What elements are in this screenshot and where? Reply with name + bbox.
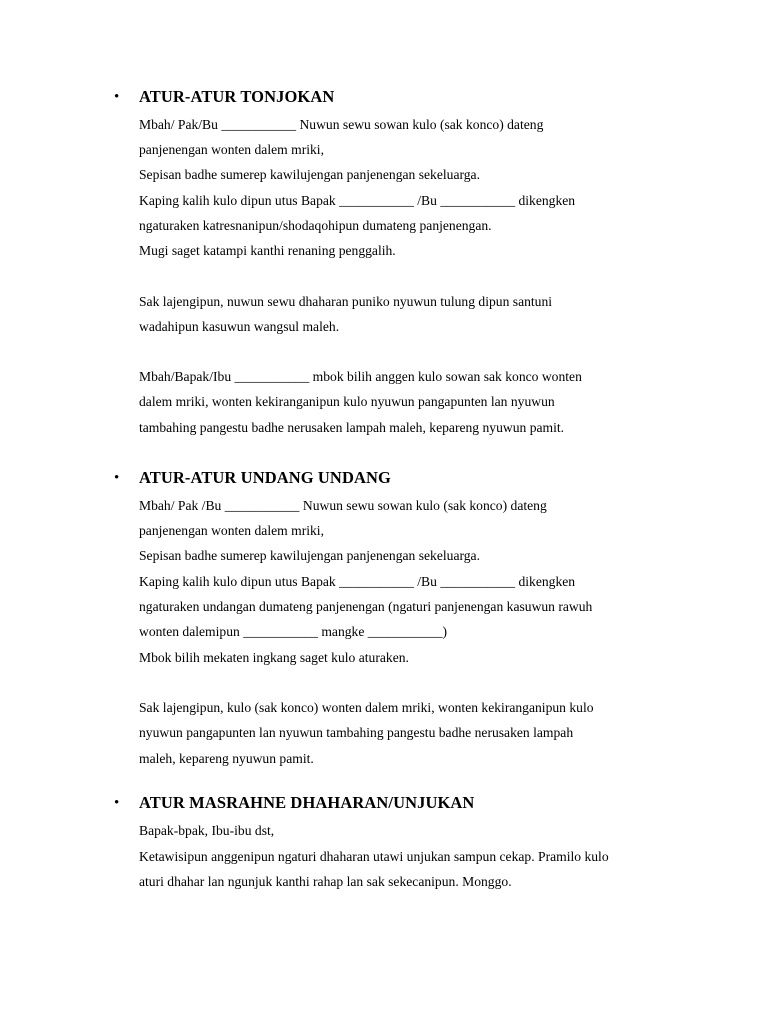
paragraph-line: Sak lajengipun, kulo (sak konco) wonten dalem mriki, wonten kekiranganipun kulo xyxy=(139,700,594,715)
bullet-icon: • xyxy=(114,89,120,105)
paragraph-line: wadahipun kasuwun wangsul maleh. xyxy=(139,319,340,334)
paragraph-line: panjenengan wonten dalem mriki, xyxy=(139,142,324,157)
paragraph-line: Mbah/Bapak/Ibu ___________ mbok bilih anggen kulo sowan sak konco wonten xyxy=(139,369,582,384)
paragraph-line: Mbah/ Pak /Bu ___________ Nuwun sewu sowan kulo (sak konco) dateng xyxy=(139,498,547,513)
section-heading: ATUR-ATUR TONJOKAN xyxy=(139,87,335,106)
bullet-icon: • xyxy=(114,795,120,811)
paragraph-line: dalem mriki, wonten kekiranganipun kulo nyuwun pangapunten lan nyuwun xyxy=(139,394,555,409)
paragraph-line: Mbah/ Pak/Bu ___________ Nuwun sewu sowan kulo (sak konco) dateng xyxy=(139,117,544,132)
section-heading: ATUR-ATUR UNDANG UNDANG xyxy=(139,468,391,487)
paragraph-line: Sepisan badhe sumerep kawilujengan panjenengan sekeluarga. xyxy=(139,167,480,182)
section-heading-row xyxy=(0,792,768,814)
section-atur-masrahne-dhaharan-unjukan xyxy=(0,792,768,889)
paragraph-line: Mbok bilih mekaten ingkang saget kulo aturaken. xyxy=(139,650,409,665)
bullet-icon: • xyxy=(114,470,120,486)
paragraph-line: nyuwun pangapunten lan nyuwun tambahing pangestu badhe nerusaken lampah xyxy=(139,725,574,740)
paragraph-line: wonten dalemipun ___________ mangke ___________) xyxy=(139,624,448,639)
paragraph-line: ngaturaken katresnanipun/shodaqohipun dumateng panjenengan. xyxy=(139,218,492,233)
paragraph-line: Sak lajengipun, nuwun sewu dhaharan puniko nyuwun tulung dipun santuni xyxy=(139,294,553,309)
paragraph-line: panjenengan wonten dalem mriki, xyxy=(139,523,324,538)
paragraph-line: maleh, kepareng nyuwun pamit. xyxy=(139,751,314,766)
section-atur-atur-tonjokan xyxy=(0,86,768,435)
paragraph-line: Bapak-bpak, Ibu-ibu dst, xyxy=(139,823,275,838)
paragraph-line: Kaping kalih kulo dipun utus Bapak ___________ /Bu ___________ dikengken xyxy=(139,193,576,208)
paragraph-line: Sepisan badhe sumerep kawilujengan panjenengan sekeluarga. xyxy=(139,548,480,563)
section-atur-atur-undang-undang xyxy=(0,467,768,766)
paragraph-line: tambahing pangestu badhe nerusaken lampah maleh, kepareng nyuwun pamit. xyxy=(139,420,565,435)
paragraph-line: Kaping kalih kulo dipun utus Bapak ___________ /Bu ___________ dikengken xyxy=(139,574,576,589)
paragraph-line: Mugi saget katampi kanthi renaning penggalih. xyxy=(139,243,396,258)
paragraph-line: Ketawisipun anggenipun ngaturi dhaharan utawi unjukan sampun cekap. Pramilo kulo xyxy=(139,849,609,864)
section-heading: ATUR MASRAHNE DHAHARAN/UNJUKAN xyxy=(139,793,475,812)
section-heading-row xyxy=(0,467,768,489)
paragraph-line: aturi dhahar lan ngunjuk kanthi rahap lan sak sekecanipun. Monggo. xyxy=(139,874,512,889)
paragraph-line: ngaturaken undangan dumateng panjenengan (ngaturi panjenengan kasuwun rawuh xyxy=(139,599,593,614)
section-heading-row xyxy=(0,86,768,108)
